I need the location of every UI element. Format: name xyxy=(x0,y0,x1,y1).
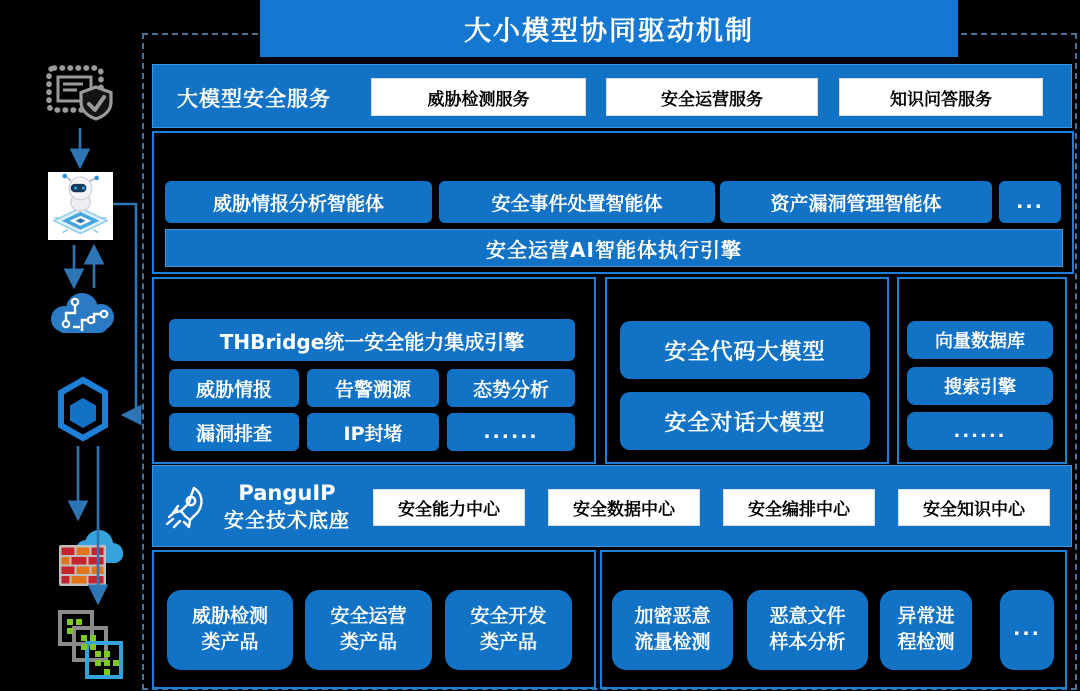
agent-box-more: ... xyxy=(999,181,1061,223)
certificate-shield-icon xyxy=(44,62,118,124)
product-box-malware-sample xyxy=(747,590,868,670)
hexagon-logo-icon xyxy=(57,376,109,442)
rocket-icon xyxy=(161,482,205,530)
capability-box-more: ...... xyxy=(447,413,575,451)
capability-box-ip-block: IP封堵 xyxy=(307,413,439,451)
product-line: 恶意文件 xyxy=(769,605,846,628)
product-box-encrypted-traffic xyxy=(612,590,733,670)
capability-box-vuln-check: 漏洞排查 xyxy=(169,413,299,451)
product-box-threat-detection xyxy=(167,590,293,670)
capability-box-situation-analysis: 态势分析 xyxy=(447,369,575,407)
product-line: 异常进 xyxy=(897,605,955,628)
capability-box-threat-intel: 威胁情报 xyxy=(169,369,299,407)
llm-services-label: 大模型安全服务 xyxy=(177,87,331,111)
diagram-title: 大小模型协同驱动机制 xyxy=(464,16,754,47)
product-line: 类产品 xyxy=(201,631,259,653)
model-box-dialog: 安全对话大模型 xyxy=(620,392,870,450)
model-box-code: 安全代码大模型 xyxy=(620,321,870,379)
products-left-panel xyxy=(152,550,596,689)
product-line: 加密恶意 xyxy=(634,605,711,628)
llm-services-bar xyxy=(152,64,1072,128)
service-box-security-operation: 安全运营服务 xyxy=(606,78,818,116)
agent-box-incident-response: 安全事件处置智能体 xyxy=(439,181,715,223)
product-line: 安全开发 xyxy=(470,605,547,628)
center-box-data: 安全数据中心 xyxy=(548,489,700,526)
product-line: 安全运营 xyxy=(330,605,407,628)
service-box-knowledge-qa: 知识问答服务 xyxy=(839,78,1043,116)
product-line: 威胁检测 xyxy=(191,605,268,628)
title-banner xyxy=(260,0,958,57)
product-box-secure-dev xyxy=(445,590,572,670)
platform-name-line2: 安全技术底座 xyxy=(224,508,350,533)
product-line: 类产品 xyxy=(479,631,537,653)
capability-box-alert-trace: 告警溯源 xyxy=(307,369,439,407)
platform-name-line1: PanguIP xyxy=(238,481,336,505)
thbridge-engine-bar: THBridge统一安全能力集成引擎 xyxy=(169,319,575,361)
product-line: 样本分析 xyxy=(769,631,846,653)
product-line: 程检测 xyxy=(897,631,955,653)
product-line: 流量检测 xyxy=(634,631,711,653)
agent-box-threat-intel: 威胁情报分析智能体 xyxy=(165,181,432,223)
platform-name xyxy=(207,480,367,533)
kb-box-search-engine: 搜索引擎 xyxy=(907,367,1053,405)
agent-engine-bar: 安全运营AI智能体执行引擎 xyxy=(165,229,1063,267)
center-box-capability: 安全能力中心 xyxy=(373,489,525,526)
products-right-panel xyxy=(600,550,1067,689)
agents-panel xyxy=(152,131,1074,274)
product-line: 类产品 xyxy=(339,631,397,653)
kb-box-vector-db: 向量数据库 xyxy=(907,321,1053,359)
product-box-abnormal-process xyxy=(880,590,972,670)
kb-box-more: ...... xyxy=(907,412,1053,450)
knowledge-panel xyxy=(897,277,1067,464)
ai-robot-chip-icon xyxy=(48,172,113,240)
product-box-more: ... xyxy=(1000,590,1054,670)
center-box-orchestration: 安全编排中心 xyxy=(723,489,875,526)
brain-circuit-icon xyxy=(46,290,118,340)
agent-box-asset-vuln: 资产漏洞管理智能体 xyxy=(720,181,992,223)
models-panel xyxy=(605,277,889,464)
center-box-knowledge: 安全知识中心 xyxy=(898,489,1050,526)
product-box-security-operation xyxy=(305,590,432,670)
service-box-threat-detection: 威胁检测服务 xyxy=(371,78,586,116)
data-brackets-icon xyxy=(55,606,125,680)
platform-bar xyxy=(152,465,1072,547)
cloud-firewall-icon xyxy=(55,524,125,594)
capability-panel xyxy=(152,277,596,464)
